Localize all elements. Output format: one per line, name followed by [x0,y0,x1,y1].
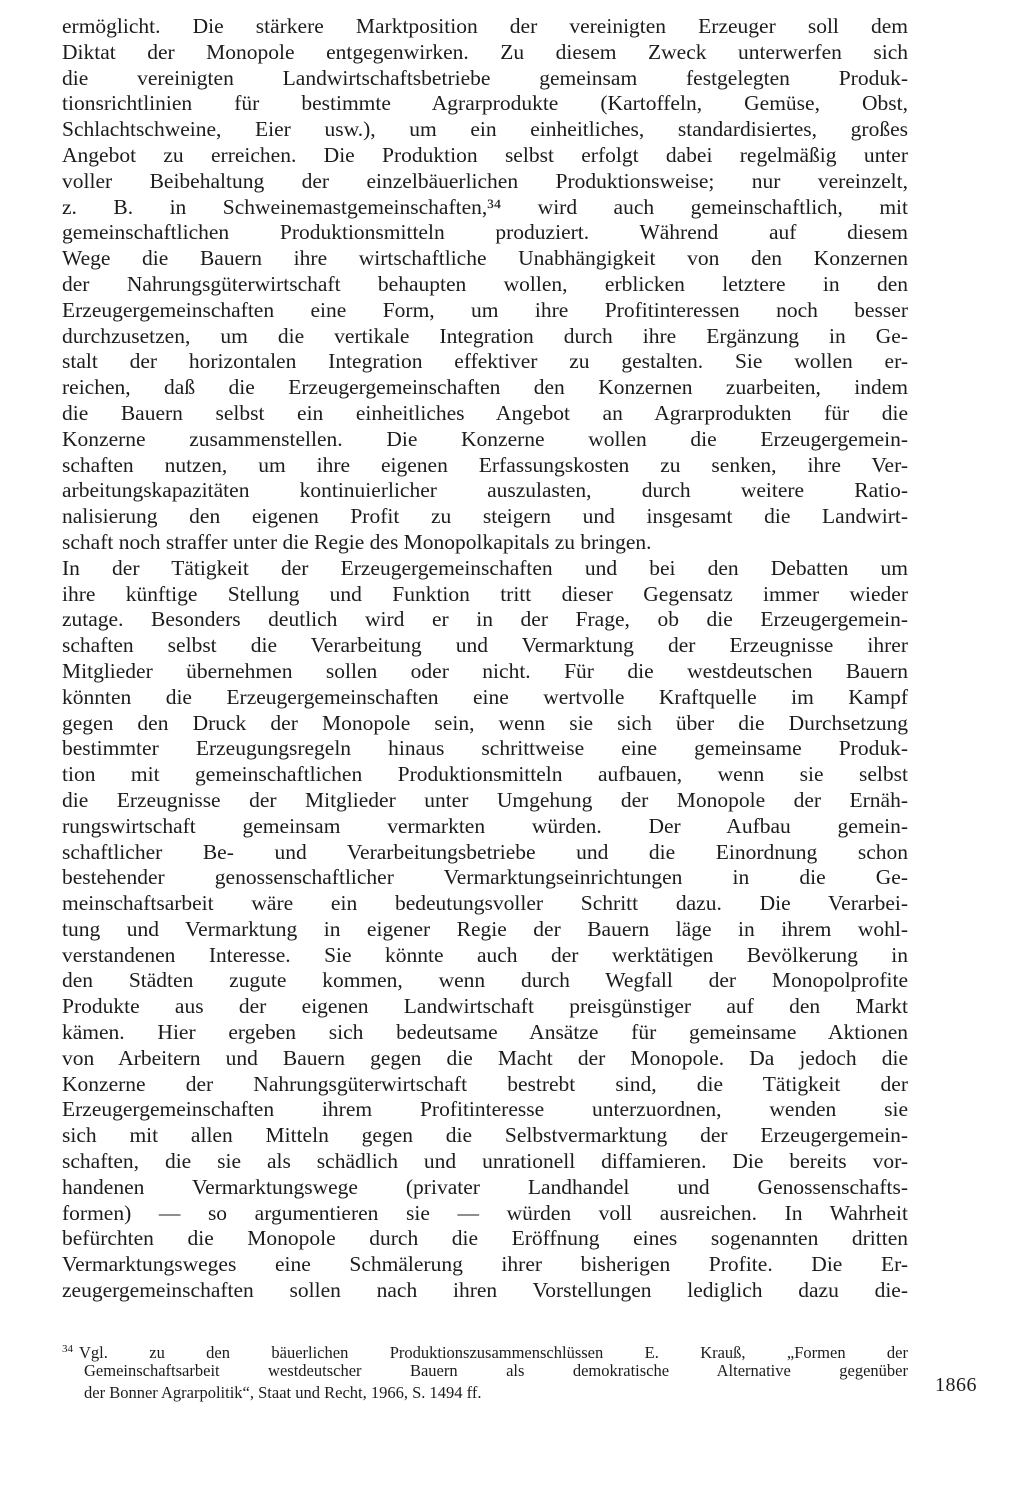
body-line: Erzeugergemeinschaften ihrem Profitinteresse unterzuordnen, wenden sie [62,1097,908,1122]
body-line: formen) — so argumentieren sie — würden voll ausreichen. In Wahrheit [62,1200,908,1225]
body-line: reichen, daß die Erzeugergemeinschaften den Konzernen zuarbeiten, indem [62,375,908,400]
footnote-line-2: Gemeinschaftsarbeit westdeutscher Bauern als demokratische Alternative gegenüber [84,1360,908,1380]
body-line: die vereinigten Landwirtschaftsbetriebe gemeinsam festgelegten Produk- [62,65,908,90]
page-number: 1866 [935,1374,977,1396]
body-line: die Erzeugnisse der Mitglieder unter Umgehung der Monopole der Ernäh- [62,787,908,812]
body-line: Wege die Bauern ihre wirtschaftliche Unabhängigkeit von den Konzernen [62,246,908,271]
footnote-line-1 [62,1338,908,1360]
body-line: Konzerne zusammenstellen. Die Konzerne wollen die Erzeugergemein- [62,426,908,451]
page-body [62,14,908,1404]
body-line: Vermarktungsweges eine Schmälerung ihrer bisherigen Profite. Die Er- [62,1252,908,1277]
body-line: verstandenen Interesse. Sie könnte auch der werktätigen Bevölkerung in [62,942,908,967]
body-line: zeugergemeinschaften sollen nach ihren Vorstellungen lediglich dazu die- [62,1278,908,1303]
body-line: stalt der horizontalen Integration effektiver zu gestalten. Sie wollen er- [62,349,908,374]
body-line: der Nahrungsgüterwirtschaft behaupten wollen, erblicken letztere in den [62,271,908,296]
body-line: tionsrichtlinien für bestimmte Agrarprodukte (Kartoffeln, Gemüse, Obst, [62,91,908,116]
body-line: Erzeugergemeinschaften eine Form, um ihre Profitinteressen noch besser [62,297,908,322]
footnote-text-1: Vgl. zu den bäuerlichen Produktionszusammenschlüssen E. Krauß, „Formen der [79,1342,908,1362]
body-line: Angebot zu erreichen. Die Produktion selbst erfolgt dabei regelmäßig unter [62,142,908,167]
body-line: tung und Vermarktung in eigener Regie der Bauern läge in ihrem wohl- [62,916,908,941]
body-line: befürchten die Monopole durch die Eröffnung eines sogenannten dritten [62,1226,908,1251]
body-line: Produkte aus der eigenen Landwirtschaft preisgünstiger auf den Markt [62,994,908,1019]
body-line: bestehender genossenschaftlicher Vermarktungseinrichtungen in die Ge- [62,865,908,890]
body-line: kämen. Hier ergeben sich bedeutsame Ansätze für gemeinsame Aktionen [62,1020,908,1045]
body-line: schaften nutzen, um ihre eigenen Erfassungskosten zu senken, ihre Ver- [62,452,908,477]
body-line: von Arbeitern und Bauern gegen die Macht der Monopole. Da jedoch die [62,1045,908,1070]
body-line: arbeitungskapazitäten kontinuierlicher auszulasten, durch weitere Ratio- [62,478,908,503]
body-line: rungswirtschaft gemeinsam vermarkten würden. Der Aufbau gemein- [62,813,908,838]
body-line: den Städten zugute kommen, wenn durch Wegfall der Monopolprofite [62,968,908,993]
body-line: handenen Vermarktungswege (privater Landhandel und Genossenschafts- [62,1174,908,1199]
body-line: schaftlicher Be- und Verarbeitungsbetriebe und die Einordnung schon [62,839,908,864]
body-line: voller Beibehaltung der einzelbäuerlichen Produktionsweise; nur vereinzelt, [62,168,908,193]
body-line: Schlachtschweine, Eier usw.), um ein einheitliches, standardisiertes, großes [62,117,908,142]
body-line: Diktat der Monopole entgegenwirken. Zu diesem Zweck unterwerfen sich [62,39,908,64]
body-text [62,14,908,1304]
body-line: tion mit gemeinschaftlichen Produktionsmitteln aufbauen, wenn sie selbst [62,762,908,787]
body-line: die Bauern selbst ein einheitliches Angebot an Agrarprodukten für die [62,400,908,425]
body-line: ermöglicht. Die stärkere Marktposition der vereinigten Erzeuger soll dem [62,14,908,38]
body-line: Mitglieder übernehmen sollen oder nicht. Für die westdeutschen Bauern [62,658,908,683]
body-line: zutage. Besonders deutlich wird er in der Frage, ob die Erzeugergemein- [62,607,908,632]
body-line: Konzerne der Nahrungsgüterwirtschaft bestrebt sind, die Tätigkeit der [62,1071,908,1096]
body-line: z. B. in Schweinemastgemeinschaften,³⁴ wird auch gemeinschaftlich, mit [62,194,908,219]
body-line: schaften selbst die Verarbeitung und Vermarktung der Erzeugnisse ihrer [62,633,908,658]
footnote [62,1338,908,1404]
body-line: gegen den Druck der Monopole sein, wenn sie sich über die Durchsetzung [62,710,908,735]
body-line: schaft noch straffer unter die Regie des Monopolkapitals zu bringen. [62,529,652,554]
footnote-line-3: der Bonner Agrarpolitik“, Staat und Recht, 1966, S. 1494 ff. [84,1382,482,1402]
body-line: ihre künftige Stellung und Funktion tritt dieser Gegensatz immer wieder [62,581,908,606]
footnote-spacer [62,1304,908,1338]
body-line: nalisierung den eigenen Profit zu steigern und insgesamt die Landwirt- [62,504,908,529]
footnote-marker: 34 [62,1342,73,1355]
body-line: In der Tätigkeit der Erzeugergemeinschaften und bei den Debatten um [62,555,908,580]
body-line: sich mit allen Mitteln gegen die Selbstvermarktung der Erzeugergemein- [62,1123,908,1148]
body-line: schaften, die sie als schädlich und unrationell diffamieren. Die bereits vor- [62,1149,908,1174]
body-line: durchzusetzen, um die vertikale Integration durch ihre Ergänzung in Ge- [62,323,908,348]
body-line: gemeinschaftlichen Produktionsmitteln produziert. Während auf diesem [62,220,908,245]
body-line: bestimmter Erzeugungsregeln hinaus schrittweise eine gemeinsame Produk- [62,736,908,761]
body-line: meinschaftsarbeit wäre ein bedeutungsvoller Schritt dazu. Die Verarbei- [62,891,908,916]
body-line: könnten die Erzeugergemeinschaften eine wertvolle Kraftquelle im Kampf [62,684,908,709]
